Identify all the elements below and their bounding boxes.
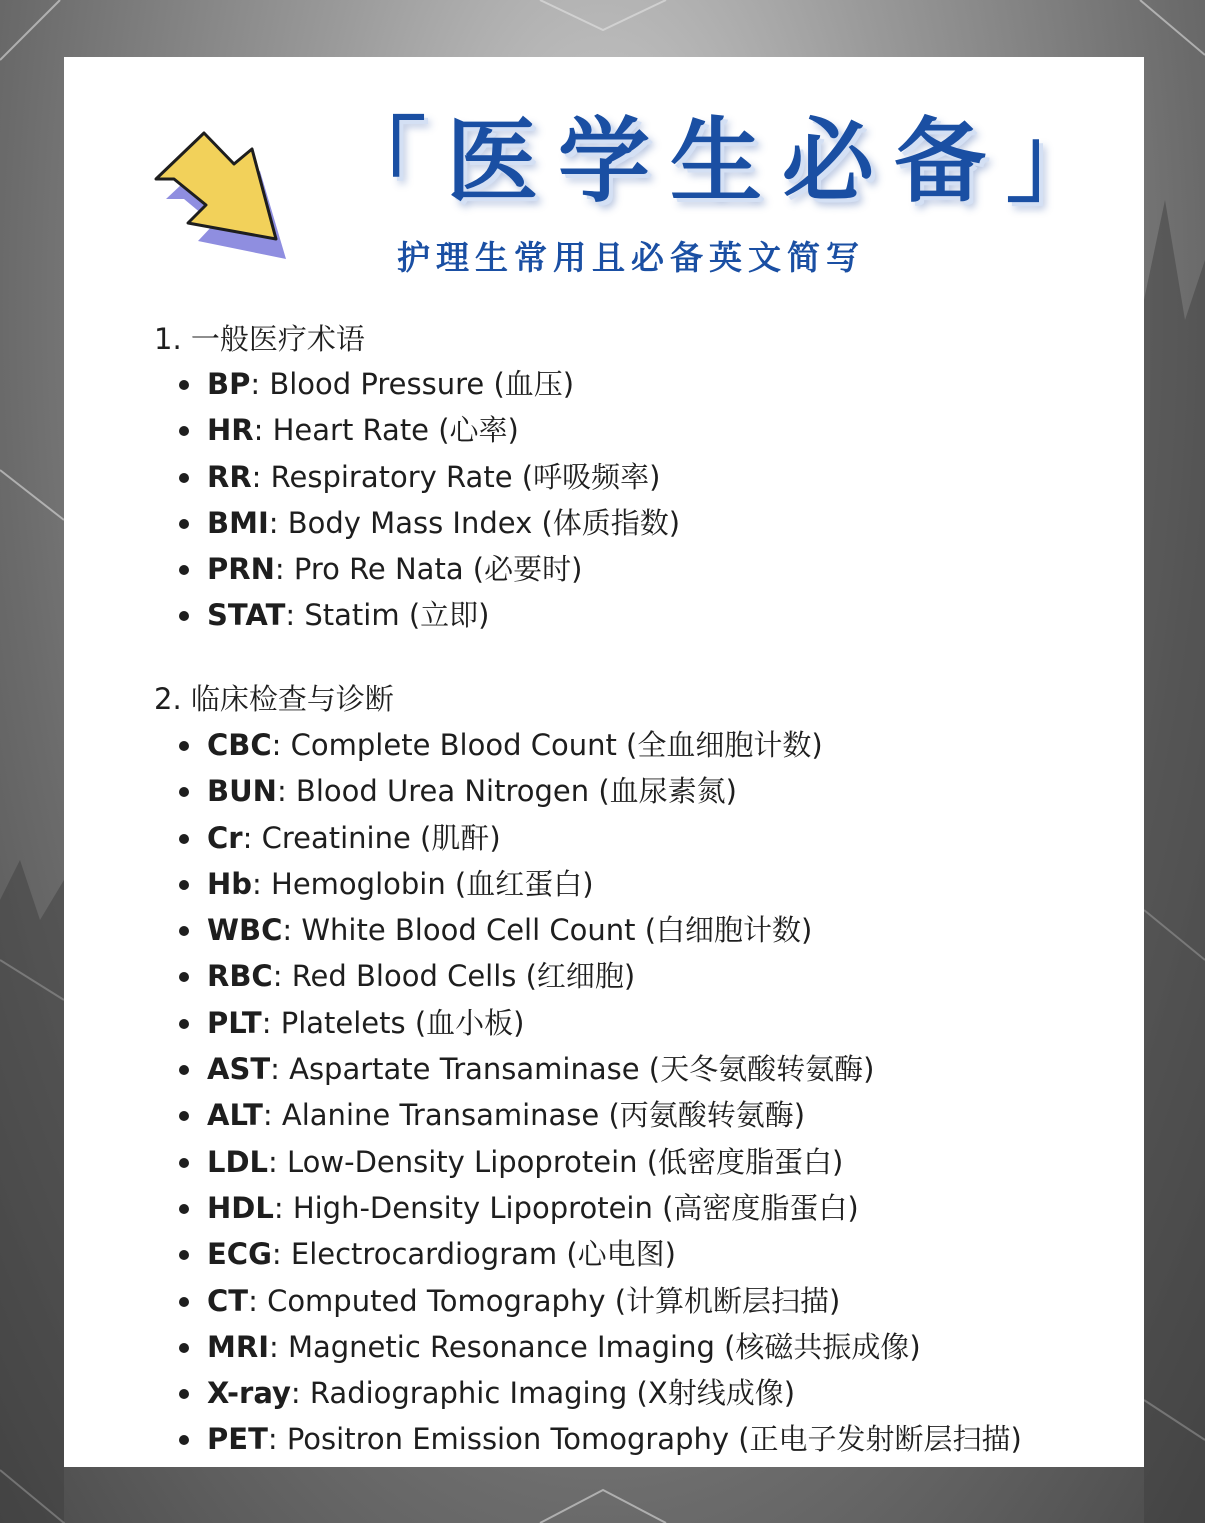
term-desc: : Alanine Transaminase (丙氨酸转氨酶) xyxy=(262,1098,806,1133)
list-item xyxy=(179,1278,1022,1324)
bullet-icon xyxy=(179,1435,189,1445)
bullet-icon xyxy=(179,565,189,575)
list-item xyxy=(179,1231,1022,1277)
term-abbr: PRN xyxy=(207,552,275,587)
term-desc: : Body Mass Index (体质指数) xyxy=(268,505,681,540)
bullet-icon xyxy=(179,473,189,483)
list-item xyxy=(179,815,1022,861)
term-desc: : Positron Emission Tomography (正电子发射断层扫描) xyxy=(267,1422,1022,1457)
bullet-icon xyxy=(179,1389,189,1399)
list-item xyxy=(179,1139,1022,1185)
term-desc: : High-Density Lipoprotein (高密度脂蛋白) xyxy=(273,1190,859,1225)
list-item xyxy=(179,1046,1022,1092)
bullet-icon xyxy=(179,1297,189,1307)
list-item xyxy=(179,907,1022,953)
list-item xyxy=(179,861,1022,907)
term-desc: : Hemoglobin (血红蛋白) xyxy=(252,866,594,901)
term-abbr: PLT xyxy=(207,1005,262,1040)
page-subtitle: 护理生常用且必备英文简写 xyxy=(397,238,865,277)
list-item xyxy=(179,454,680,500)
bullet-icon xyxy=(179,519,189,529)
term-desc: : Complete Blood Count (全血细胞计数) xyxy=(271,728,823,762)
list-item xyxy=(179,1370,1022,1416)
term-abbr: CT xyxy=(207,1283,249,1318)
term-desc: : Heart Rate (心率) xyxy=(253,413,519,448)
term-abbr: HR xyxy=(207,413,254,448)
term-desc: : Respiratory Rate (呼吸频率) xyxy=(251,459,661,494)
term-desc: : Creatinine (肌酐) xyxy=(242,820,501,855)
bullet-icon xyxy=(179,380,189,390)
term-abbr: LDL xyxy=(207,1144,269,1179)
term-abbr: BUN xyxy=(207,774,277,809)
bullet-icon xyxy=(179,880,189,890)
list-item xyxy=(179,407,680,453)
term-desc: : Low-Density Lipoprotein (低密度脂蛋白) xyxy=(268,1144,844,1179)
term-abbr: CBC xyxy=(207,728,272,762)
bullet-icon xyxy=(179,834,189,844)
term-abbr: ALT xyxy=(207,1098,263,1133)
term-abbr: AST xyxy=(207,1052,271,1087)
bullet-icon xyxy=(179,1250,189,1260)
list-item xyxy=(179,1416,1022,1462)
bullet-icon xyxy=(179,787,189,797)
term-desc: : Red Blood Cells (红细胞) xyxy=(272,959,636,994)
down-right-arrow-icon xyxy=(152,119,292,259)
list-item xyxy=(179,1324,1022,1370)
term-desc: : Radiographic Imaging (X射线成像) xyxy=(290,1376,796,1411)
term-desc: : Pro Re Nata (必要时) xyxy=(274,552,583,587)
term-abbr: RBC xyxy=(207,959,273,994)
list-item xyxy=(179,1092,1022,1138)
list-item xyxy=(179,1000,1022,1046)
bullet-icon xyxy=(179,1204,189,1214)
term-abbr: X-ray xyxy=(207,1376,291,1411)
bullet-icon xyxy=(179,1019,189,1029)
list-item xyxy=(179,500,680,546)
term-abbr: WBC xyxy=(207,913,283,948)
term-desc: : Statim (立即) xyxy=(285,598,490,633)
list-item xyxy=(179,953,1022,999)
term-desc: : Blood Urea Nitrogen (血尿素氮) xyxy=(276,774,737,809)
term-desc: : Magnetic Resonance Imaging (核磁共振成像) xyxy=(268,1329,921,1364)
term-abbr: ECG xyxy=(207,1237,272,1272)
page-title: 「医学生必备」 xyxy=(334,108,1119,215)
list-item xyxy=(179,768,1022,814)
section-heading-general: 1. 一般医疗术语 xyxy=(154,322,365,356)
term-abbr: Hb xyxy=(207,866,253,901)
bullet-icon xyxy=(179,972,189,982)
bullet-icon xyxy=(179,1343,189,1353)
list-item xyxy=(179,361,680,407)
term-abbr: HDL xyxy=(207,1190,274,1225)
term-abbr: MRI xyxy=(207,1329,269,1364)
bullet-icon xyxy=(179,1158,189,1168)
term-desc: : Blood Pressure (血压) xyxy=(250,367,575,401)
term-abbr: RR xyxy=(207,459,252,494)
list-item xyxy=(179,592,680,638)
list-item xyxy=(179,722,1022,768)
list-general-terms xyxy=(179,361,680,639)
bullet-icon xyxy=(179,1065,189,1075)
content-card xyxy=(64,57,1144,1467)
section-heading-clinical: 2. 临床检查与诊断 xyxy=(154,682,394,716)
bullet-icon xyxy=(179,426,189,436)
bullet-icon xyxy=(179,741,189,751)
term-desc: : White Blood Cell Count (白细胞计数) xyxy=(282,913,813,948)
term-abbr: Cr xyxy=(207,820,243,855)
list-item xyxy=(179,546,680,592)
bullet-icon xyxy=(179,1111,189,1121)
list-clinical-terms xyxy=(179,722,1022,1463)
term-desc: : Aspartate Transaminase (天冬氨酸转氨酶) xyxy=(270,1052,875,1087)
term-abbr: PET xyxy=(207,1422,268,1457)
bullet-icon xyxy=(179,926,189,936)
term-abbr: BMI xyxy=(207,505,269,540)
term-abbr: BP xyxy=(207,367,251,401)
term-desc: : Platelets (血小板) xyxy=(261,1005,525,1040)
list-item xyxy=(179,1185,1022,1231)
term-desc: : Electrocardiogram (心电图) xyxy=(271,1237,676,1272)
term-abbr: STAT xyxy=(207,598,286,633)
bullet-icon xyxy=(179,611,189,621)
term-desc: : Computed Tomography (计算机断层扫描) xyxy=(248,1283,841,1318)
